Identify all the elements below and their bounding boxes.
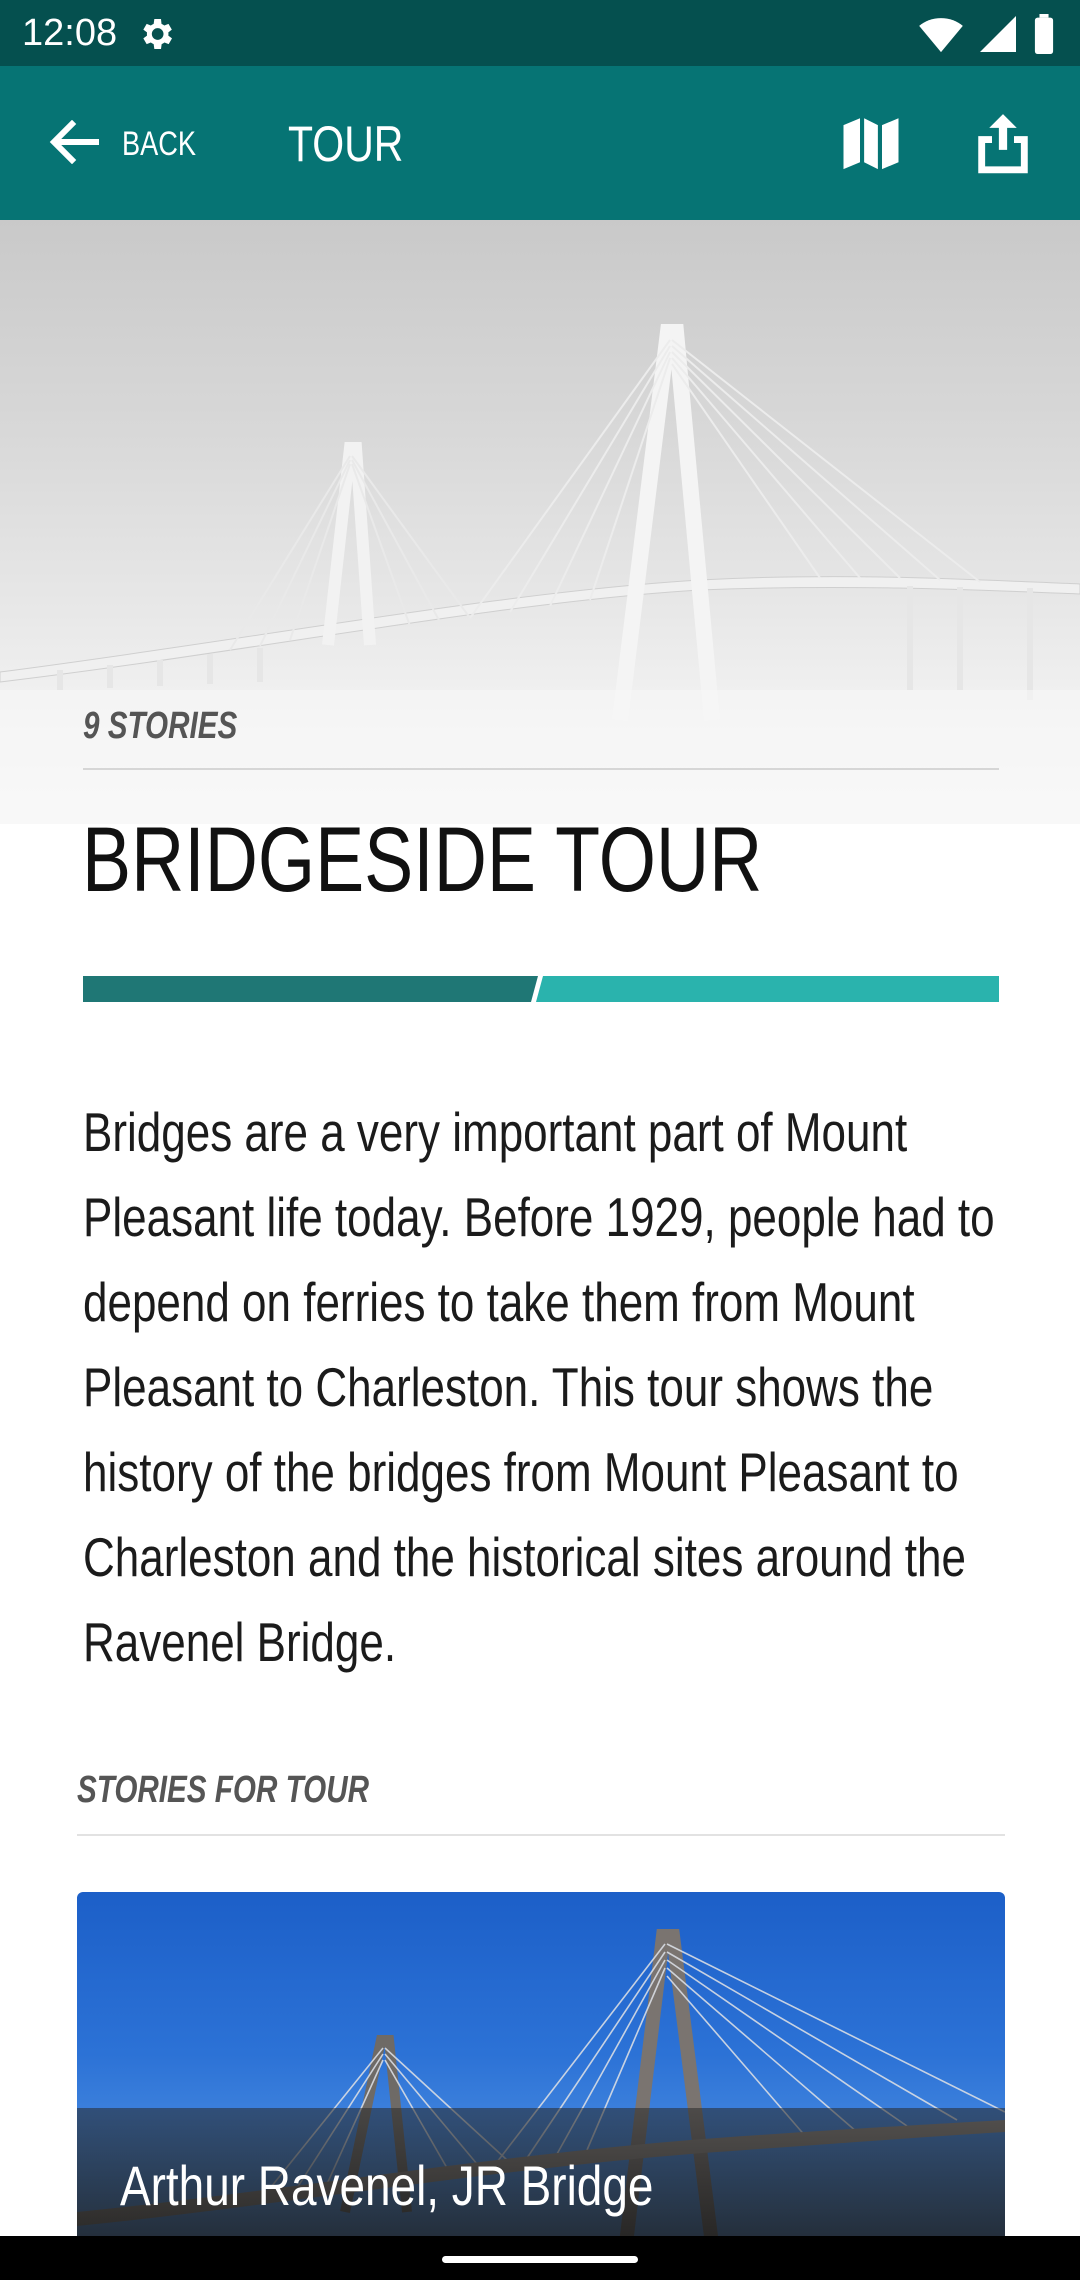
share-icon xyxy=(970,110,1036,176)
app-bar xyxy=(0,66,1080,220)
map-button[interactable] xyxy=(838,110,904,176)
stories-section-header: STORIES FOR TOUR xyxy=(77,1769,370,1811)
status-icons xyxy=(907,14,1056,54)
wifi-icon xyxy=(919,14,963,54)
navigation-bar xyxy=(0,2236,1080,2280)
cellular-icon xyxy=(980,14,1016,54)
accent-bar xyxy=(83,976,999,1002)
battery-icon xyxy=(1032,14,1056,54)
story-title: Arthur Ravenel, JR Bridge xyxy=(120,2154,654,2217)
home-indicator[interactable] xyxy=(442,2256,638,2263)
tour-description: Bridges are a very important part of Mount Pleasant life today. Before 1929, people had to depend on ferries to take them from Mount Pleasant to Charleston. This tour shows the history of the bridges from Mount Pleasant to Charleston and the historical sites around the Ravenel Bridge. xyxy=(83,1101,995,1673)
page-title: TOUR xyxy=(288,116,404,172)
back-button[interactable] xyxy=(48,110,208,176)
tour-title: BRIDGESIDE TOUR xyxy=(82,809,763,911)
story-card[interactable] xyxy=(77,1892,1005,2252)
divider xyxy=(83,768,999,770)
divider xyxy=(77,1834,1005,1836)
back-label: BACK xyxy=(122,125,197,163)
stories-count: 9 STORIES xyxy=(83,705,238,747)
status-time: 12:08 xyxy=(22,12,118,54)
map-icon xyxy=(838,110,904,176)
share-button[interactable] xyxy=(970,110,1036,176)
arrow-left-icon xyxy=(48,120,100,164)
status-bar xyxy=(0,0,1080,66)
hero-image xyxy=(0,220,1080,824)
settings-icon xyxy=(136,14,176,54)
